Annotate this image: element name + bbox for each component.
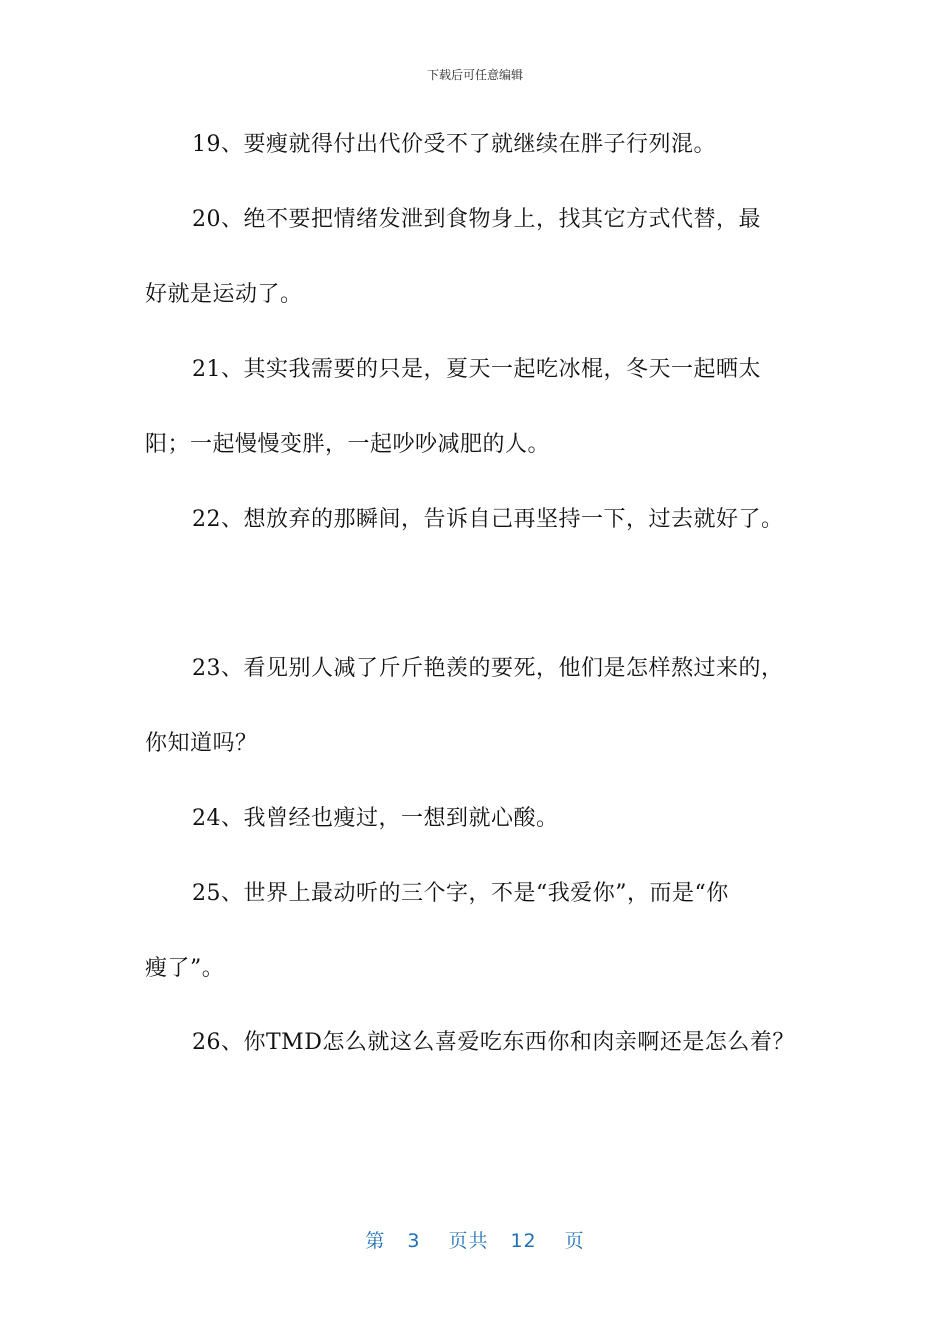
paragraph-23-line-2: 你知道吗？ xyxy=(145,731,258,756)
paragraph-25-line-1: 25、世界上最动听的三个字，不是“我爱你”，而是“你 xyxy=(192,881,729,906)
paragraph-25-line-2: 瘦了”。 xyxy=(145,956,225,981)
footer-prefix: 第 xyxy=(365,1230,386,1252)
paragraph-20-line-2: 好就是运动了。 xyxy=(145,282,303,307)
footer-total-pages: 12 xyxy=(510,1230,537,1252)
paragraph-21-line-1: 21、其实我需要的只是，夏天一起吃冰棍，冬天一起晒太 xyxy=(192,357,761,382)
paragraph-19: 19、要瘦就得付出代价受不了就继续在胖子行列混。 xyxy=(192,132,716,157)
paragraph-22: 22、想放弃的那瞬间，告诉自己再坚持一下，过去就好了。 xyxy=(192,507,784,532)
footer-page-number: 3 xyxy=(407,1230,421,1252)
page-header: 下载后可任意编辑 xyxy=(426,68,523,82)
footer-middle: 页共 xyxy=(448,1230,489,1252)
page-footer xyxy=(0,1226,950,1253)
paragraph-24: 24、我曾经也瘦过，一想到就心酸。 xyxy=(192,806,559,831)
footer-suffix: 页 xyxy=(564,1230,585,1252)
paragraph-26: 26、你TMD怎么就这么喜爱吃东西你和肉亲啊还是怎么着？ xyxy=(192,1030,795,1055)
paragraph-21-line-2: 阳；一起慢慢变胖，一起吵吵减肥的人。 xyxy=(145,432,551,457)
paragraph-23-line-1: 23、看见别人减了斤斤艳羡的要死，他们是怎样熬过来的， xyxy=(192,656,784,681)
paragraph-20-line-1: 20、绝不要把情绪发泄到食物身上，找其它方式代替，最 xyxy=(192,207,761,232)
